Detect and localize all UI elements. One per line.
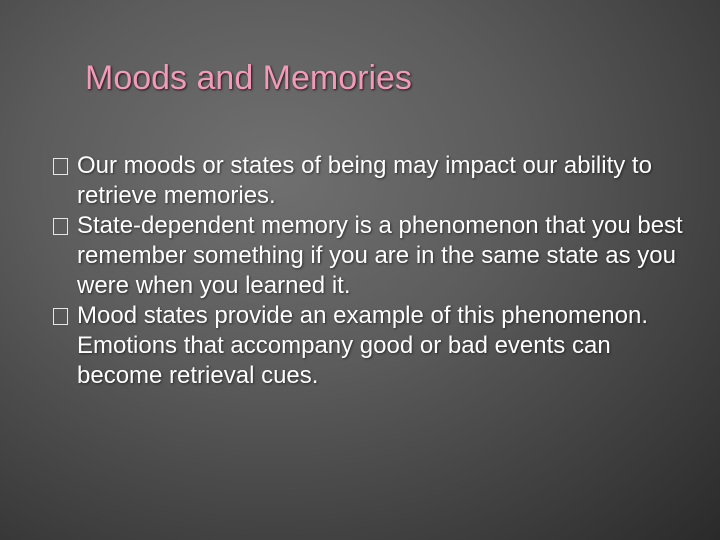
square-bullet-icon	[53, 158, 68, 175]
square-bullet-icon	[53, 308, 68, 325]
square-bullet-icon	[53, 218, 68, 235]
bullet-list	[77, 151, 697, 391]
bullet-item	[77, 211, 697, 301]
bullet-text: State-dependent memory is a phenomenon that you best remember something if you are in the same state as you were when you learned it.	[77, 212, 683, 299]
bullet-text: Our moods or states of being may impact our ability to retrieve memories.	[77, 152, 652, 209]
bullet-text: Mood states provide an example of this phenomenon. Emotions that accompany good or bad events can become retrieval cues.	[77, 302, 649, 389]
slide-title: Moods and Memories	[85, 59, 412, 97]
bullet-item	[77, 151, 697, 211]
bullet-item	[77, 301, 697, 391]
